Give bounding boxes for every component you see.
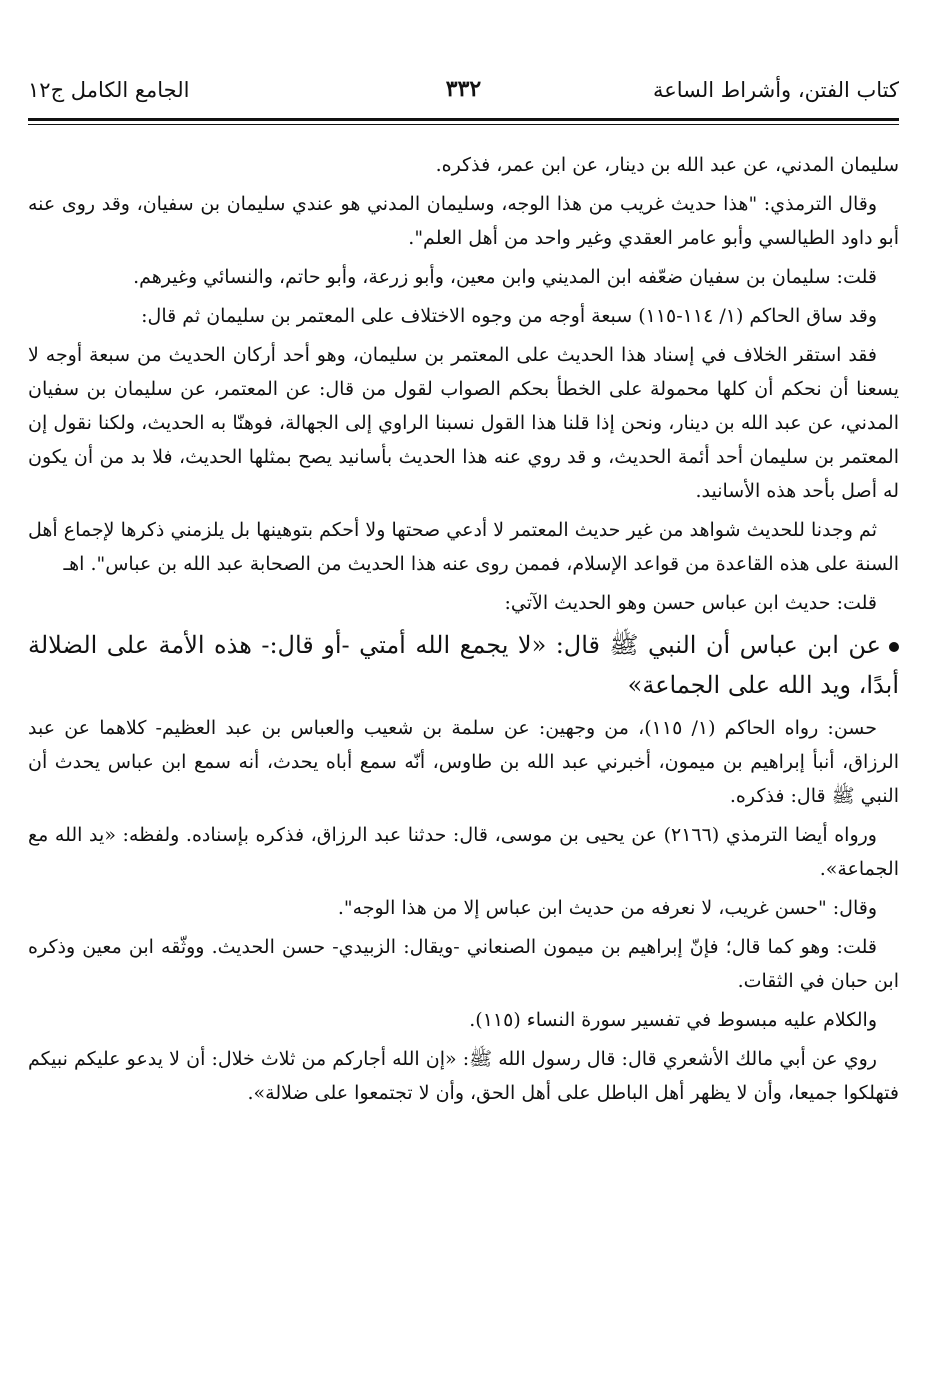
paragraph: ورواه أيضا الترمذي (٢١٦٦) عن يحيى بن موسى، قال: حدثنا عبد الرزاق، فذكره بإسناده. ولفظه: «يد الله مع الجماعة». — [28, 824, 899, 880]
hadith-text-block — [28, 625, 899, 705]
paragraph: وقد ساق الحاكم (١/ ١١٤-١١٥) سبعة أوجه من وجوه الاختلاف على المعتمر بن سليمان ثم قال: — [141, 305, 877, 327]
paragraph: وقال: "حسن غريب، لا نعرفه من حديث ابن عباس إلا من هذا الوجه". — [337, 897, 877, 919]
page-number: ٣٣٢ — [445, 76, 482, 102]
book-page — [28, 70, 899, 1104]
paragraph: قلت: سليمان بن سفيان ضعّفه ابن المديني وابن معين، وأبو زرعة، وأبو حاتم، والنسائي وغيرهم. — [133, 266, 877, 288]
page-body — [28, 148, 899, 1115]
paragraph: ثم وجدنا للحديث شواهد من غير حديث المعتمر لا أدعي صحتها ولا أحكم بتوهينها بل يلزمني ذكرها لإجماع أهل السنة على هذه القاعدة من قواعد الإسلام، فممن روى عنه هذا الحديث من الصحابة عبد الله بن عباس". اهـ — [28, 519, 899, 575]
paragraph: سليمان المدني، عن عبد الله بن دينار، عن ابن عمر، فذكره. — [435, 154, 899, 176]
paragraph: قلت: وهو كما قال؛ فإنّ إبراهيم بن ميمون الصنعاني -ويقال: الزبيدي- حسن الحديث. ووثّقه ابن معين وذكره ابن حبان في الثقات. — [28, 936, 899, 992]
paragraph: روي عن أبي مالك الأشعري قال: قال رسول الله ﷺ: «إن الله أجاركم من ثلاث خلال: أن لا يدعو عليكم نبيكم فتهلكوا جميعا، وأن لا يظهر أهل الباطل على أهل الحق، وأن لا تجتمعوا على ضلالة». — [28, 1048, 899, 1104]
paragraph: حسن: رواه الحاكم (١/ ١١٥)، من وجهين: عن سلمة بن شعيب والعباس بن عبد العظيم- كلاهما عن عبد الرزاق، أنبأ إبراهيم بن ميمون، أخبرني عبد الله بن طاوس، أنّه سمع أباه يحدث، أنه سمع ابن عباس يحدث أن النبي ﷺ قال: فذكره. — [28, 717, 899, 807]
header-rule-thin — [28, 124, 899, 125]
paragraph: والكلام عليه مبسوط في تفسير سورة النساء (١١٥). — [469, 1009, 877, 1031]
paragraph: وقال الترمذي: "هذا حديث غريب من هذا الوجه، وسليمان المدني هو عندي سليمان بن سفيان، وقد روى عنه أبو داود الطيالسي وأبو عامر العقدي وغير واحد من أهل العلم". — [28, 193, 899, 249]
running-title-left: الجامع الكامل ج١٢ — [28, 78, 190, 102]
paragraph: فقد استقر الخلاف في إسناد هذا الحديث على المعتمر بن سليمان، وهو أحد أركان الحديث من سبعة أوجه لا يسعنا أن نحكم أن كلها محمولة على الخطأ بحكم الصواب لقول من قال: عن المعتمر، عن سليمان بن سفيان المدني، عن عبد الله بن دينار، ونحن إذا قلنا هذا القول نسبنا الراوي إلى الجهالة، فوهنّا به الحديث، ولكنا نقول إن المعتمر بن سليمان أحد أئمة الحديث، و قد روي عنه هذا الحديث بأسانيد يصح بمثلها الحديث، فلا بد من أن يكون له أصل بأحد هذه الأسانيد. — [28, 344, 899, 502]
page-header — [28, 70, 899, 110]
bullet-icon — [889, 642, 899, 652]
hadith-text: عن ابن عباس أن النبي ﷺ قال: «لا يجمع الله أمتي -أو قال:- هذه الأمة على الضلالة أبدًا، ويد الله على الجماعة» — [28, 631, 899, 699]
header-rule-thick — [28, 118, 899, 121]
running-title-right: كتاب الفتن، وأشراط الساعة — [652, 78, 899, 102]
paragraph: قلت: حديث ابن عباس حسن وهو الحديث الآتي: — [504, 592, 877, 614]
